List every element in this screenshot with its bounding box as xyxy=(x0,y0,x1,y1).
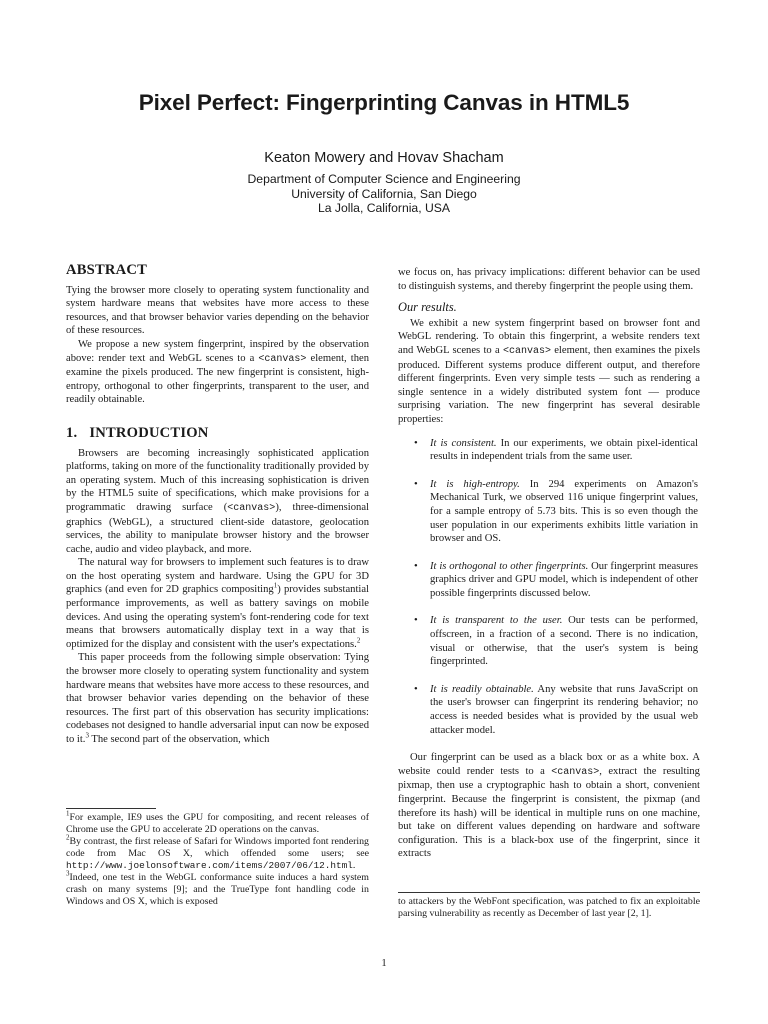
abstract-paragraph: Tying the browser more closely to operating system functionality and system hardware means that websites have more access to these resources, and that browser behavior varies depending on the behavior of these resources. xyxy=(66,284,369,337)
footnote-link[interactable]: http://www.joelonsoftware.com/items/2007/06/12.html xyxy=(66,860,353,871)
body-paragraph: we focus on, has privacy implications: different behavior can be used to distinguish systems, and thereby fingerprint the people using them. xyxy=(398,267,700,292)
footnote: $^1$For example, IE9 uses the GPU for compositing, and recent releases of Chrome use the GPU to accelerate 2D operations on the canvas. xyxy=(66,809,369,835)
page-number: 1 xyxy=(381,958,387,969)
footnote: $^2$By contrast, the first release of Safari for Windows imported font rendering code from Mac OS X, which offended some users; see http://www.joelonsoftware.com/items/2007/06/12.html. xyxy=(66,833,369,871)
affiliation-block xyxy=(0,172,768,216)
right-column xyxy=(398,266,700,861)
author-list: Keaton Mowery and Hovav Shacham xyxy=(264,150,504,166)
affiliation-line: Department of Computer Science and Engineering xyxy=(247,172,521,186)
footnote-divider xyxy=(66,808,156,809)
list-item: • It is high-entropy. In 294 experiments on Amazon's Mechanical Turk, we observed 116 unique fingerprint values, for a sample entropy of 5.73 bits. This is so even though the user population in our experiments exhibits little variation in browser and OS. xyxy=(414,478,698,545)
abstract-paragraph: We propose a new system fingerprint, inspired by the observation above: render text and WebGL scenes to a <canvas> element, then examine the pixels produced. The new fingerprint is consistent, high-entropy, orthogonal to other fingerprints, transparent to the user, and readily obtainable. xyxy=(66,338,370,406)
footnote-marker: 1 xyxy=(273,581,278,590)
footnote-divider xyxy=(398,892,700,893)
intro-paragraph: The natural way for browsers to implement such features is to draw on the host operating system and hardware. Using the GPU for 3D graphics (and even for 2D graphics compositing$^1$) provides substantial performance improvements, as well as battery savings on mobile devices. And using the operating system's font-rendering code for text means that browsers automatically display text in a way that is optimized for the display and consistent with the user's expectations.$^2$ xyxy=(66,557,369,650)
subsection-heading-our-results: Our results. xyxy=(398,300,457,315)
property-list xyxy=(398,437,700,738)
body-paragraph: Our fingerprint can be used as a black box or as a white box. A website could render tests to a <canvas>, extract the resulting pixmap, then use a cryptographic hash to obtain a short, convenient fingerprint. Because the fingerprint is consistent, the pixmap (and therefore its hash) will be identical in multiple runs on one machine, but take on different values depending on hardware and software configuration. This is a black-box use of the fingerprint, since it extracts xyxy=(398,752,700,860)
code-snippet: <canvas> xyxy=(258,353,307,365)
footnote: to attackers by the WebFont specification, was patched to fix an exploitable parsing vulnerability as recently as December of last year [2, 1]. xyxy=(398,896,700,919)
intro-paragraph: Browsers are becoming increasingly sophisticated application platforms, taking on more of the functionality traditionally provided by an operating system. Much of this increasing sophistication is driven by the HTML5 suite of specifications, which make provisions for a programmatic drawing surface (<canvas>), three-dimensional graphics (WebGL), a structured client-side datastore, geolocation services, the ability to manipulate browser history and the browser cache, audio and video playback, and more. xyxy=(66,447,369,555)
code-snippet: <canvas> xyxy=(551,766,600,778)
list-item: • It is readily obtainable. Any website that runs JavaScript on the user's browser can fingerprint its rendering behavior; no access is needed besides what is provided by the usual web attacker model. xyxy=(414,683,699,736)
list-item: • It is orthogonal to other fingerprints. Our fingerprint measures graphics driver and GPU model, which is independent of other possible fingerprints discussed below. xyxy=(414,560,698,599)
intro-paragraph: This paper proceeds from the following simple observation: Tying the browser more closely to operating system functionality and system hardware means that websites have more access to these resources, and that browser behavior varies depending on the behavior of these resources. The first part of this observation has security implications: codebases not designed to handle adversarial input can now be exposed to it.$^3$ The second part of the observation, which xyxy=(66,652,370,745)
footnotes-right xyxy=(398,892,700,920)
code-snippet: <canvas> xyxy=(502,345,551,357)
paper-title: Pixel Perfect: Fingerprinting Canvas in HTML5 xyxy=(138,90,630,115)
footnote-marker: 2 xyxy=(356,636,361,645)
code-snippet: <canvas> xyxy=(227,502,276,514)
footnote: $^3$Indeed, one test in the WebGL conformance suite induces a hard system crash on many systems [9]; and the TrueType font handling code in Windows and OS X, which is exposed xyxy=(66,869,369,907)
list-item: • It is consistent. In our experiments, we obtain pixel-identical results in independent trials from the same user. xyxy=(414,437,698,463)
footnote-marker: 3 xyxy=(85,731,89,740)
footnotes-left xyxy=(66,808,369,908)
affiliation-line: University of California, San Diego xyxy=(291,186,477,201)
left-column xyxy=(66,264,369,747)
list-item: • It is transparent to the user. Our tests can be performed, offscreen, in a fraction of a second. There is no indication, visual or otherwise, that the user's system is being fingerprinted. xyxy=(414,615,698,668)
affiliation-line: La Jolla, California, USA xyxy=(317,201,451,215)
body-paragraph: We exhibit a new system fingerprint based on browser font and WebGL rendering. To obtain this fingerprint, a website renders text and WebGL scenes to a <canvas> element, then examines the pixels produced. Different systems produce different output, and therefore different fingerprints. Even very simple tests — such as rendering a single sentence in a widely distributed system font — produce surprising variation. The new fingerprint has several desirable properties: xyxy=(398,317,700,425)
abstract-heading: ABSTRACT xyxy=(66,262,148,278)
section-heading-introduction: 1. INTRODUCTION xyxy=(66,424,209,441)
